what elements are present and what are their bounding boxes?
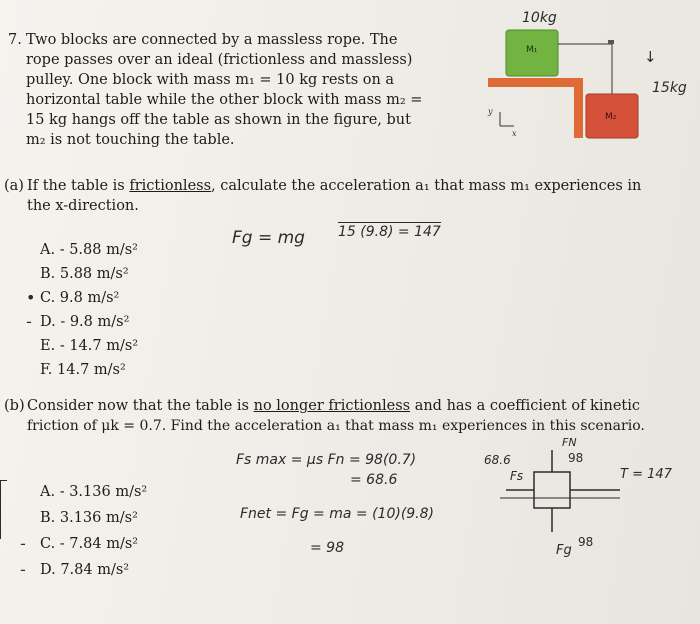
problem-number: 7. xyxy=(8,32,22,48)
problem-line: 15 kg hangs off the table as shown in the figure, but xyxy=(26,112,411,128)
note-mass-top: 10kg xyxy=(522,10,557,26)
fbd-fs-label: Fs xyxy=(510,469,524,483)
problem-body xyxy=(26,30,431,150)
mark-dash: - xyxy=(20,534,26,553)
note-arrow: ↓ xyxy=(644,48,657,66)
part-a-label: (a) xyxy=(4,178,24,194)
fbd-tension: T = 147 xyxy=(620,467,672,482)
choice-letter: A. xyxy=(40,242,56,258)
choice-a-E[interactable] xyxy=(40,338,138,354)
choice-letter: C. xyxy=(40,536,56,552)
annotation-fs-value: = 68.6 xyxy=(350,472,398,488)
part-b-prompt-line2: friction of μk = 0.7. Find the acceleration a₁ that mass m₁ experiences in this scenario. xyxy=(27,418,645,434)
part-b-prompt xyxy=(27,396,640,416)
choice-b-C[interactable] xyxy=(40,536,138,552)
choice-text: 5.88 m/s² xyxy=(59,266,129,282)
choice-letter: E. xyxy=(40,338,56,354)
fbd-fn-label: FN xyxy=(562,436,577,449)
mark-bracket xyxy=(0,480,7,539)
fbd-fs-value: 68.6 xyxy=(484,453,511,467)
axis-y-label: y xyxy=(488,107,493,116)
part-a-prompt-end: , calculate the acceleration a₁ that mass m₁ experiences in xyxy=(211,178,642,194)
part-b-label: (b) xyxy=(4,398,25,414)
choice-letter: F. xyxy=(40,362,53,378)
note-mass-side: 15kg xyxy=(652,80,687,96)
problem-line: Two blocks are connected by a massless rope. The xyxy=(26,32,398,48)
part-b-prompt-start: Consider now that the table is xyxy=(27,398,254,414)
annotation-calc: 15 (9.8) = 147 xyxy=(338,224,441,240)
choice-a-F[interactable] xyxy=(40,362,126,378)
choice-letter: B. xyxy=(40,266,56,282)
fbd-fg-value: 98 xyxy=(578,535,594,549)
axis-x-label: x xyxy=(512,129,517,138)
choice-text: - 7.84 m/s² xyxy=(59,536,139,552)
choice-text: - 14.7 m/s² xyxy=(59,338,139,354)
block-m2-label: M₂ xyxy=(605,112,617,122)
part-a-prompt xyxy=(27,176,641,196)
choice-text: 14.7 m/s² xyxy=(57,362,126,378)
free-body-diagram xyxy=(470,432,700,582)
choice-b-A[interactable] xyxy=(40,484,147,500)
choice-a-C[interactable] xyxy=(40,290,119,306)
table-leg xyxy=(574,78,583,138)
table xyxy=(488,78,583,87)
choice-a-B[interactable] xyxy=(40,266,129,282)
annotation-fg-equation: Fg = mg xyxy=(232,228,305,248)
choice-letter: C. xyxy=(40,290,56,306)
problem-line: m₂ is not touching the table. xyxy=(26,132,235,148)
problem-line: rope passes over an ideal (frictionless and massless) xyxy=(26,52,413,68)
part-a-prompt-start: If the table is xyxy=(27,178,130,194)
choice-a-A[interactable] xyxy=(40,242,138,258)
problem-line: pulley. One block with mass m₁ = 10 kg rests on a xyxy=(26,72,395,88)
pulley-figure xyxy=(448,0,700,162)
annotation-fnet: Fnet = Fg = ma = (10)(9.8) xyxy=(240,506,435,522)
choice-letter: D. xyxy=(40,314,56,330)
choice-letter: B. xyxy=(40,510,56,526)
choice-text: - 9.8 m/s² xyxy=(60,314,130,330)
fbd-box xyxy=(534,472,570,508)
part-a-prompt-line2: the x-direction. xyxy=(27,198,139,214)
mark-dot: • xyxy=(26,288,36,307)
mark-dash: - xyxy=(20,560,26,579)
choice-text: - 3.136 m/s² xyxy=(59,484,148,500)
choice-a-D[interactable] xyxy=(40,314,129,330)
annotation-fs-equation: Fs max = μs Fn = 98(0.7) xyxy=(236,452,417,468)
block-m1-label: M₁ xyxy=(526,45,538,55)
choice-b-B[interactable] xyxy=(40,510,138,526)
choice-text: - 5.88 m/s² xyxy=(59,242,138,258)
pulley-mount xyxy=(608,40,614,44)
choice-text: 7.84 m/s² xyxy=(60,562,130,578)
choice-letter: A. xyxy=(40,484,56,500)
problem-line: horizontal table while the other block with mass m₂ = xyxy=(26,92,423,108)
part-b-prompt-end: and has a coefficient of kinetic xyxy=(410,398,640,414)
fbd-fg-label: Fg xyxy=(556,543,572,558)
fbd-fn-value: 98 xyxy=(568,451,584,465)
part-b-prompt-underlined: no longer frictionless xyxy=(253,398,411,414)
mark-dash: - xyxy=(26,312,32,331)
part-a-prompt-underlined: frictionless xyxy=(129,178,212,194)
annotation-fnet-value: = 98 xyxy=(310,540,344,556)
choice-letter: D. xyxy=(40,562,56,578)
choice-text: 9.8 m/s² xyxy=(59,290,120,306)
choice-text: 3.136 m/s² xyxy=(59,510,138,526)
choice-b-D[interactable] xyxy=(40,562,129,578)
